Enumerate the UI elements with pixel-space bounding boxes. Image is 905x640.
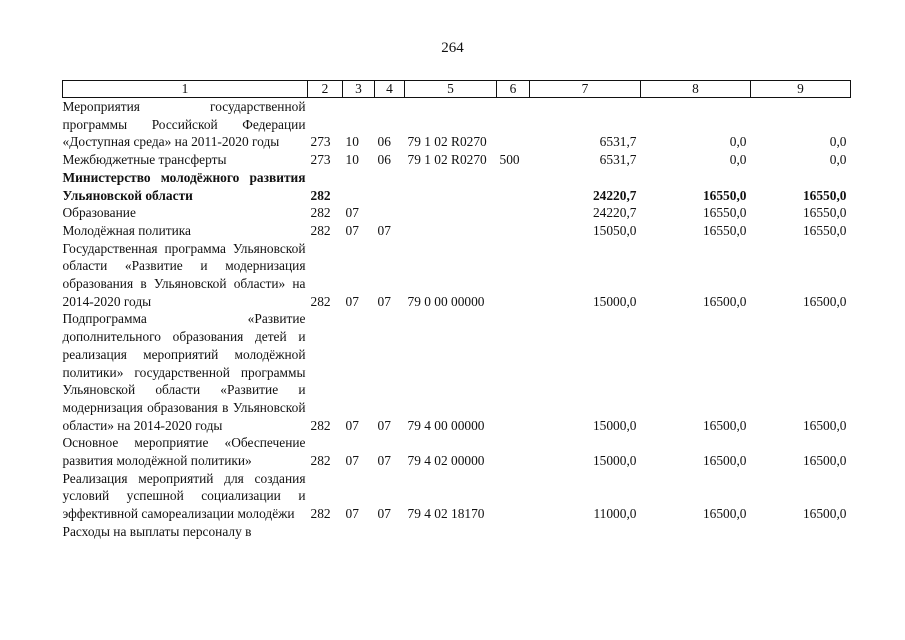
row-cell-5: 79 1 02 R0270 — [407, 134, 487, 150]
row-cell-8: 0,0 — [729, 134, 747, 150]
row-name-cell: Министерство молодёжного развития Ульяновской области — [62, 169, 306, 203]
row-cell-2: 282 — [310, 453, 331, 469]
row-cell-9: 16550,0 — [802, 187, 847, 203]
row-cell-5: 79 4 00 00000 — [407, 417, 485, 433]
row-cell-9: 16500,0 — [802, 506, 847, 522]
row-cell-3: 07 — [345, 222, 359, 238]
row-name-cell: Подпрограмма «Развитие дополнительного образования детей и реализация мероприятий молодёжной политики» государственной программы Ульяновской области «Развитие и модернизация образования в Ульяновской области» на 2014-2020 годы — [62, 311, 306, 433]
table-row — [63, 240, 851, 311]
row-name-cell: Реализация мероприятий для создания условий успешной социализации и эффективной самореализации молодёжи — [62, 470, 306, 522]
row-cell-9: 16550,0 — [802, 205, 847, 221]
header-cell-6: 6 — [497, 81, 530, 98]
row-cell-6 — [497, 169, 530, 204]
row-cell-7: 24220,7 — [592, 205, 637, 221]
row-cell-6: 500 — [499, 152, 520, 168]
row-cell-3 — [343, 523, 375, 541]
row-cell-4: 06 — [377, 152, 391, 168]
row-cell-2: 282 — [310, 187, 331, 203]
row-cell-6 — [497, 470, 530, 523]
header-cell-7: 7 — [530, 81, 641, 98]
row-cell-3: 07 — [345, 293, 359, 309]
header-cell-8: 8 — [641, 81, 751, 98]
row-cell-7: 6531,7 — [599, 134, 637, 150]
row-cell-8: 16500,0 — [702, 453, 747, 469]
row-cell-4 — [375, 523, 405, 541]
table-row — [63, 98, 851, 152]
row-cell-8: 16550,0 — [702, 205, 747, 221]
row-cell-7: 15050,0 — [592, 222, 637, 238]
row-cell-7: 15000,0 — [592, 293, 637, 309]
header-cell-3: 3 — [343, 81, 375, 98]
row-cell-2: 273 — [310, 134, 331, 150]
row-cell-5: 79 0 00 00000 — [407, 293, 485, 309]
row-cell-8: 16500,0 — [702, 293, 747, 309]
row-cell-4: 07 — [377, 506, 391, 522]
row-cell-8 — [641, 523, 751, 541]
row-cell-5: 79 1 02 R0270 — [407, 152, 487, 168]
row-cell-4: 06 — [377, 134, 391, 150]
row-name-cell: Основное мероприятие «Обеспечение развития молодёжной политики» — [62, 435, 306, 469]
row-cell-4 — [375, 169, 405, 204]
row-cell-8: 16500,0 — [702, 417, 747, 433]
row-cell-6 — [497, 310, 530, 434]
table-row — [63, 222, 851, 240]
row-cell-5 — [405, 169, 497, 204]
row-cell-7: 24220,7 — [592, 187, 637, 203]
row-cell-8: 0,0 — [729, 152, 747, 168]
page-number: 264 — [441, 40, 464, 56]
row-name-cell: Расходы на выплаты персоналу в — [62, 523, 252, 539]
row-cell-5 — [405, 222, 497, 240]
header-cell-1: 1 — [63, 81, 308, 98]
row-cell-2: 282 — [310, 417, 331, 433]
row-cell-3: 07 — [345, 506, 359, 522]
row-cell-5: 79 4 02 00000 — [407, 453, 485, 469]
row-cell-6 — [497, 434, 530, 469]
row-cell-8: 16550,0 — [702, 187, 747, 203]
header-cell-4: 4 — [375, 81, 405, 98]
row-cell-9: 16550,0 — [802, 222, 847, 238]
row-cell-2 — [308, 523, 343, 541]
row-cell-7: 11000,0 — [593, 506, 637, 522]
row-cell-6 — [497, 204, 530, 222]
row-cell-3: 10 — [345, 152, 359, 168]
row-cell-4: 07 — [377, 417, 391, 433]
row-cell-7: 6531,7 — [599, 152, 637, 168]
row-cell-3 — [343, 169, 375, 204]
row-cell-8: 16550,0 — [702, 222, 747, 238]
header-cell-9: 9 — [751, 81, 851, 98]
row-cell-9: 16500,0 — [802, 417, 847, 433]
row-cell-7: 15000,0 — [592, 417, 637, 433]
row-cell-8: 16500,0 — [702, 506, 747, 522]
row-cell-2: 282 — [310, 293, 331, 309]
row-cell-2: 273 — [310, 152, 331, 168]
row-name-cell: Молодёжная политика — [62, 222, 192, 238]
row-cell-7: 15000,0 — [592, 453, 637, 469]
row-cell-9: 0,0 — [829, 134, 847, 150]
table-row — [63, 310, 851, 434]
header-row — [63, 81, 851, 98]
row-cell-6 — [497, 240, 530, 311]
header-cell-5: 5 — [405, 81, 497, 98]
row-cell-3: 10 — [345, 134, 359, 150]
row-name-cell: Мероприятия государственной программы Российской Федерации «Доступная среда» на 2011-2020 годы — [62, 99, 306, 150]
row-cell-9: 16500,0 — [802, 453, 847, 469]
row-cell-6 — [497, 523, 530, 541]
header-cell-2: 2 — [308, 81, 343, 98]
table-row — [63, 470, 851, 523]
row-cell-9: 0,0 — [829, 152, 847, 168]
table-row — [63, 169, 851, 204]
row-cell-6 — [497, 98, 530, 152]
row-name-cell: Образование — [62, 205, 136, 221]
row-cell-3: 07 — [345, 417, 359, 433]
table-body — [63, 98, 851, 541]
row-cell-4: 07 — [377, 453, 391, 469]
row-cell-4: 07 — [377, 222, 391, 238]
row-cell-6 — [497, 222, 530, 240]
row-name-cell: Межбюджетные трансферты — [62, 152, 227, 168]
row-cell-2: 282 — [310, 506, 331, 522]
table-row — [63, 151, 851, 169]
row-cell-3: 07 — [345, 453, 359, 469]
row-cell-7 — [530, 523, 641, 541]
row-cell-5: 79 4 02 18170 — [407, 506, 485, 522]
table-row — [63, 204, 851, 222]
row-cell-2: 282 — [310, 205, 331, 221]
row-cell-9: 16500,0 — [802, 293, 847, 309]
row-cell-5 — [405, 204, 497, 222]
budget-table — [62, 80, 851, 541]
row-cell-3: 07 — [345, 205, 359, 221]
row-cell-4: 07 — [377, 293, 391, 309]
table-row — [63, 523, 851, 541]
row-cell-9 — [751, 523, 851, 541]
row-cell-4 — [375, 204, 405, 222]
row-name-cell: Государственная программа Ульяновской области «Развитие и модернизация образования в Ульяновской области» на 2014-2020 годы — [62, 240, 306, 309]
table-header — [63, 81, 851, 98]
row-cell-2: 282 — [310, 222, 331, 238]
row-cell-5 — [405, 523, 497, 541]
table-row — [63, 434, 851, 469]
